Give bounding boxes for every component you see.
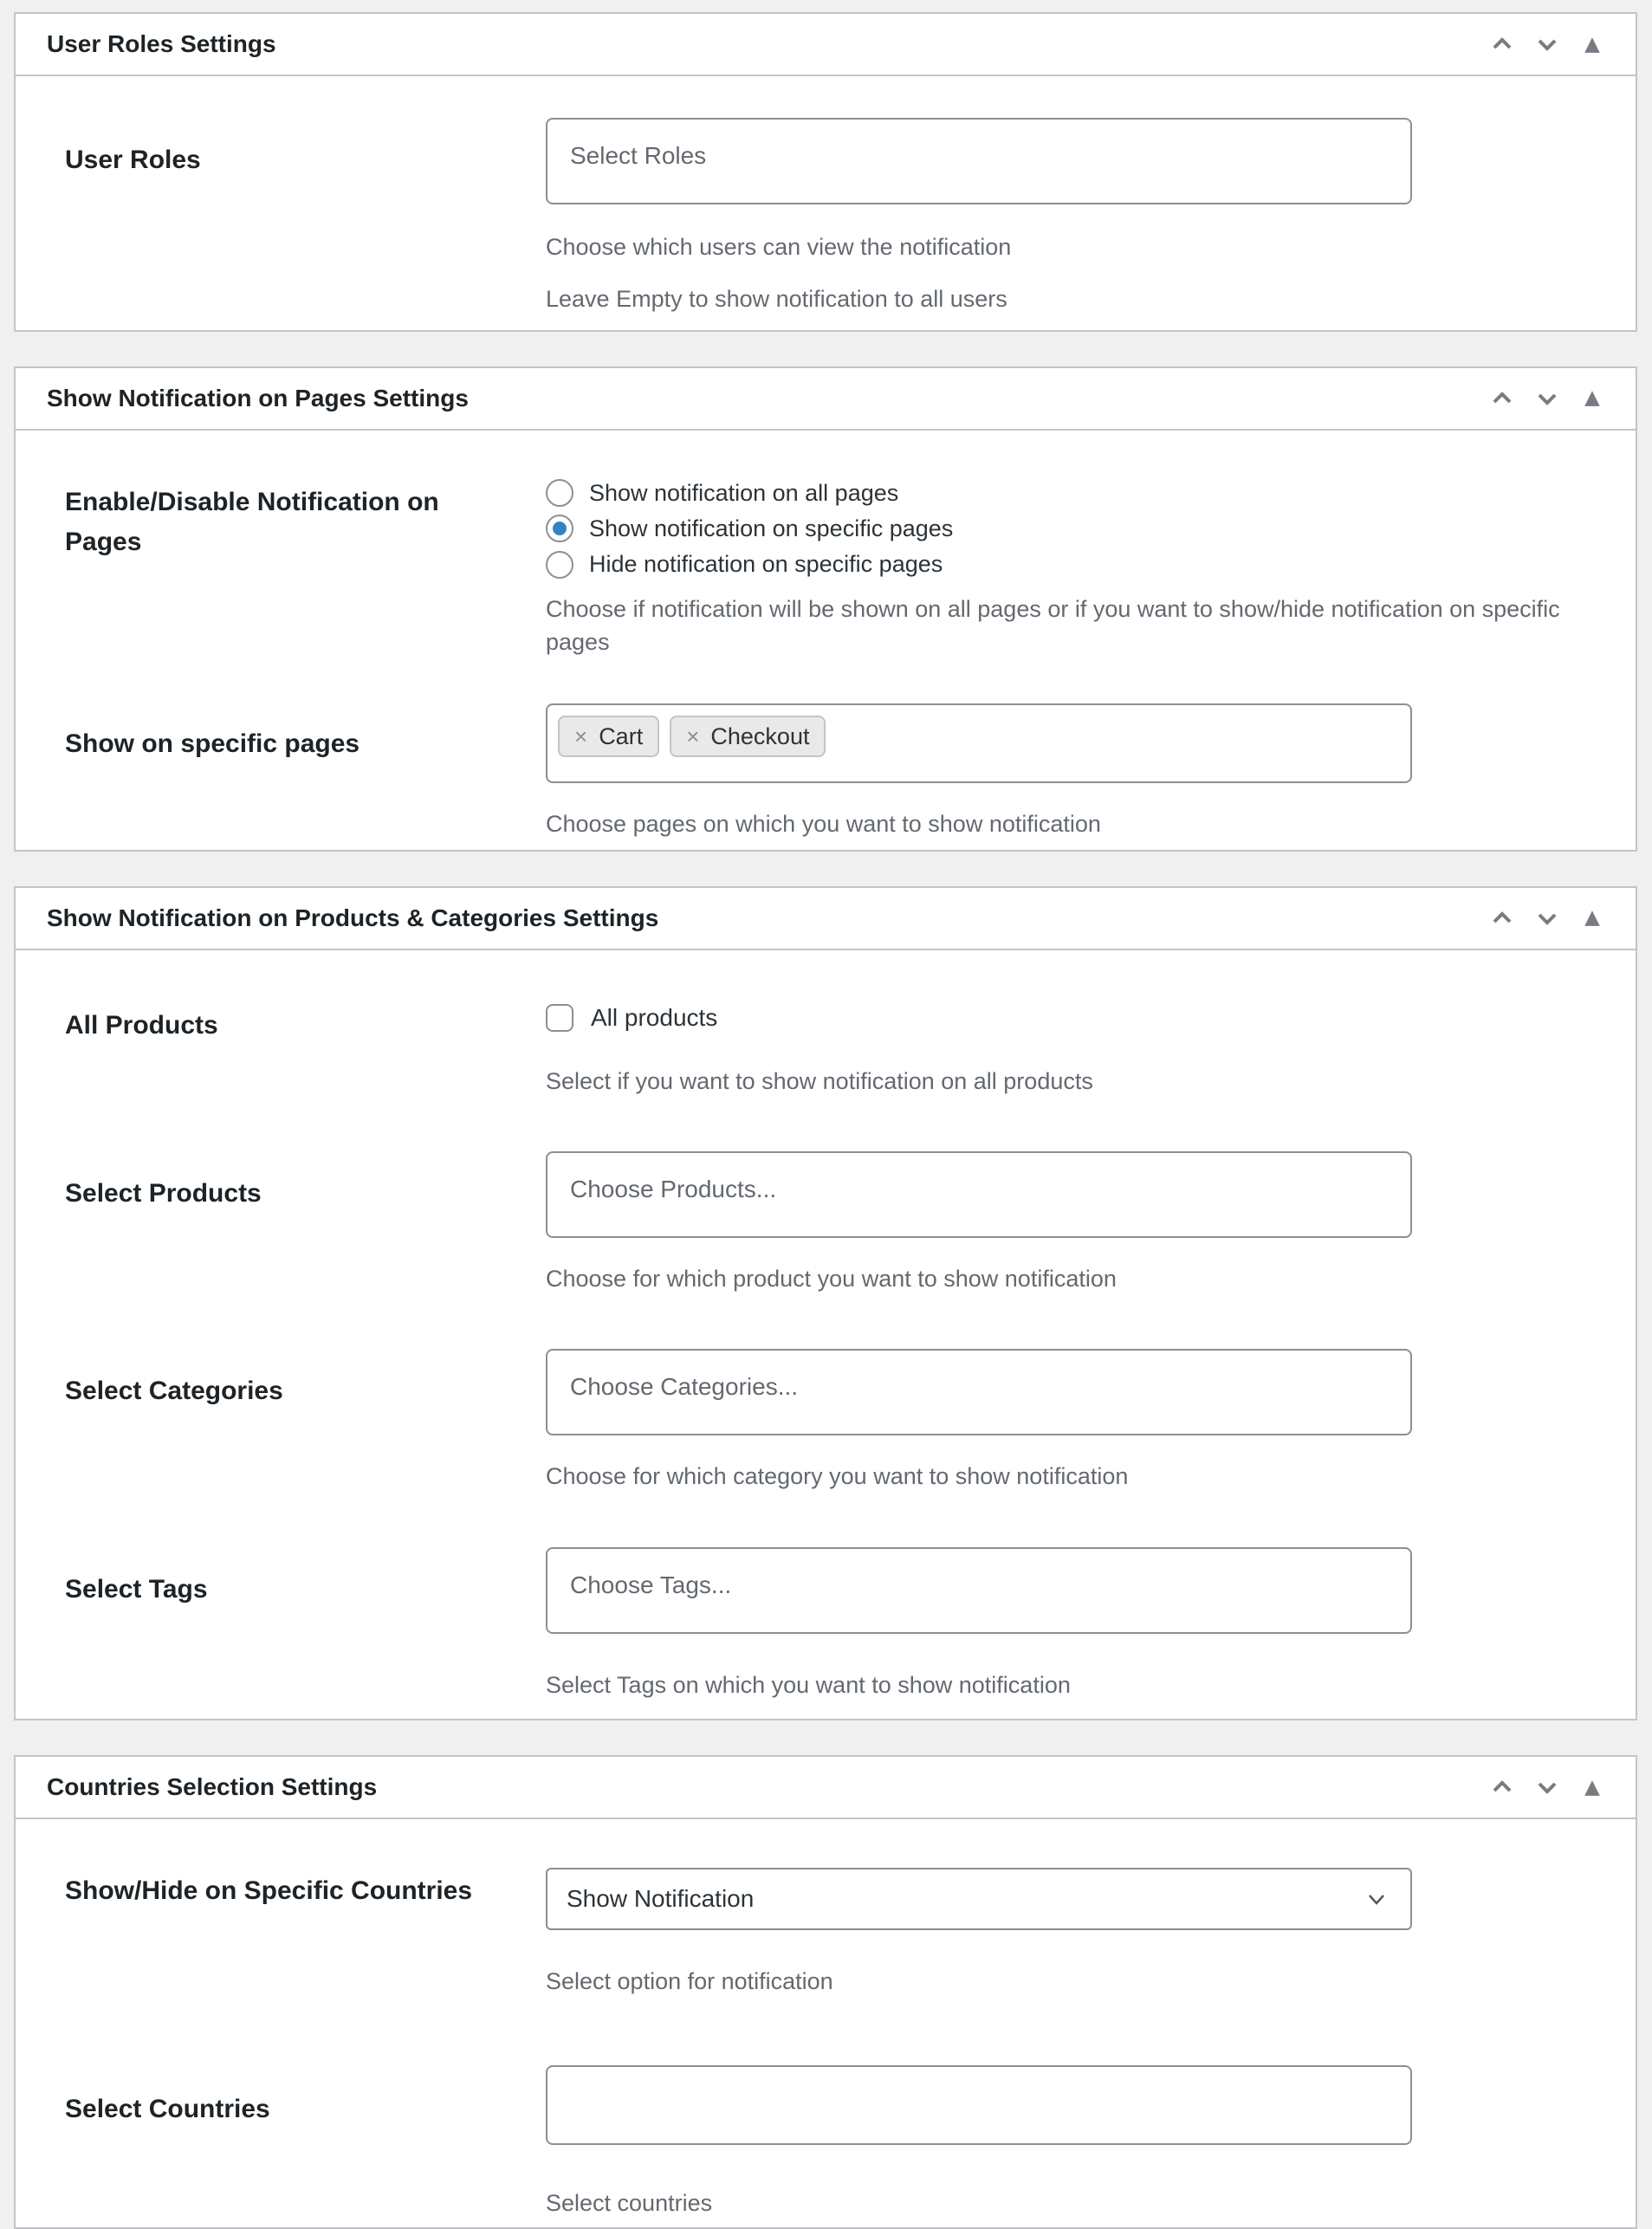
panel-header[interactable] <box>16 14 1636 76</box>
field-input-cell <box>546 2065 1636 2219</box>
categories-placeholder: Choose Categories... <box>570 1373 799 1401</box>
field-input-cell <box>546 1547 1636 1701</box>
move-up-button[interactable] <box>1481 378 1523 419</box>
help-line: Choose if notification will be shown on all pages or if you want to show/hide notification on specific <box>546 595 1560 622</box>
panel-header[interactable] <box>16 1757 1636 1819</box>
panel-title: Countries Selection Settings <box>47 1773 378 1801</box>
radio-group-pages <box>546 479 1592 579</box>
move-up-button[interactable] <box>1481 23 1523 65</box>
tag-label: Cart <box>599 722 644 749</box>
panel-handle-actions <box>1481 1766 1613 1808</box>
radio-option-all-pages[interactable] <box>546 479 1592 507</box>
tags-input[interactable] <box>546 1547 1412 1634</box>
categories-input[interactable] <box>546 1349 1412 1435</box>
field-label-cell <box>16 1547 546 1610</box>
field-label-cell <box>16 2065 546 2130</box>
field-input-cell <box>546 1868 1636 1998</box>
dropdown-value: Show Notification <box>567 1885 755 1913</box>
chevron-up-icon <box>1487 29 1517 59</box>
field-input-cell <box>546 1004 1636 1098</box>
panel-handle-actions <box>1481 378 1613 419</box>
radio-button[interactable] <box>546 551 573 579</box>
radio-label[interactable]: Show notification on specific pages <box>589 515 954 542</box>
row-show-hide-countries <box>16 1868 1636 1998</box>
tag-checkout <box>670 716 826 757</box>
help-line: pages <box>546 629 610 656</box>
checkbox-label[interactable]: All products <box>591 1003 718 1031</box>
field-label-cell <box>16 118 546 181</box>
field-label-cell <box>16 1349 546 1412</box>
collapse-toggle-button[interactable] <box>1571 897 1613 939</box>
all-products-checkbox-row[interactable] <box>546 1004 1592 1032</box>
panel-title: User Roles Settings <box>47 30 276 57</box>
chevron-up-icon <box>1487 384 1517 413</box>
row-all-products <box>16 1004 1636 1098</box>
move-down-button[interactable] <box>1526 378 1568 419</box>
radio-label[interactable]: Show notification on all pages <box>589 479 899 506</box>
all-products-checkbox[interactable] <box>546 1004 573 1032</box>
panel-body <box>16 1819 1636 2227</box>
field-label-cell <box>16 1868 546 1912</box>
radio-option-specific-pages[interactable] <box>546 515 1592 542</box>
select-products-label: Select Products <box>65 1179 262 1208</box>
move-down-button[interactable] <box>1526 23 1568 65</box>
panel-body <box>16 431 1636 850</box>
field-input-cell <box>546 1151 1636 1295</box>
row-select-tags <box>16 1547 1636 1701</box>
tags-placeholder: Choose Tags... <box>570 1571 732 1598</box>
chevron-down-icon <box>1532 384 1562 413</box>
collapse-toggle-button[interactable] <box>1571 23 1613 65</box>
panel-user-roles-settings <box>14 12 1637 332</box>
row-select-products <box>16 1151 1636 1295</box>
help-text: Select option for notification <box>546 1968 833 1995</box>
help-text: Choose for which product you want to show notification <box>546 1266 1117 1293</box>
specific-pages-label: Show on specific pages <box>65 729 360 759</box>
user-roles-label: User Roles <box>65 146 201 174</box>
chevron-up-icon <box>1487 1772 1517 1802</box>
tag-cart <box>558 716 659 757</box>
help-text: Select Tags on which you want to show notification <box>546 1671 1071 1698</box>
collapse-toggle-button[interactable] <box>1571 378 1613 419</box>
field-input-cell <box>546 118 1636 316</box>
help-text: Choose for which category you want to show notification <box>546 1463 1129 1490</box>
panel-body <box>16 950 1636 1719</box>
select-roles-placeholder: Select Roles <box>570 142 707 169</box>
triangle-up-icon: ▲ <box>1584 32 1600 55</box>
collapse-toggle-button[interactable] <box>1571 1766 1613 1808</box>
help-text: Choose which users can view the notification <box>546 234 1012 260</box>
triangle-up-icon: ▲ <box>1584 906 1600 930</box>
chevron-down-icon <box>1532 29 1562 59</box>
panel-products-categories-settings <box>14 886 1637 1720</box>
chevron-down-icon <box>1532 1772 1562 1802</box>
radio-button[interactable] <box>546 515 573 542</box>
row-user-roles <box>16 118 1636 316</box>
row-enable-disable <box>16 479 1636 659</box>
products-placeholder: Choose Products... <box>570 1176 777 1203</box>
help-text: Select countries <box>546 2190 713 2217</box>
row-select-countries <box>16 2065 1636 2219</box>
field-label-cell <box>16 1004 546 1046</box>
pages-multiselect-input[interactable] <box>546 703 1412 783</box>
panel-title: Show Notification on Products & Categories Settings <box>47 904 659 931</box>
help-text: Leave Empty to show notification to all users <box>546 286 1007 313</box>
move-up-button[interactable] <box>1481 897 1523 939</box>
enable-disable-label: Enable/Disable Notification on Pages <box>65 487 439 557</box>
show-hide-countries-label: Show/Hide on Specific Countries <box>65 1876 473 1906</box>
panel-title: Show Notification on Pages Settings <box>47 384 469 411</box>
field-input-cell <box>546 703 1636 840</box>
triangle-up-icon: ▲ <box>1584 1775 1600 1798</box>
help-text: Select if you want to show notification on all products <box>546 1067 1093 1094</box>
row-select-categories <box>16 1349 1636 1493</box>
row-specific-pages <box>16 703 1636 840</box>
panel-header[interactable] <box>16 888 1636 950</box>
triangle-up-icon: ▲ <box>1584 386 1600 410</box>
select-categories-label: Select Categories <box>65 1377 283 1406</box>
radio-option-hide-specific-pages[interactable] <box>546 550 1592 578</box>
move-up-button[interactable] <box>1481 1766 1523 1808</box>
field-input-cell <box>546 479 1636 659</box>
select-tags-label: Select Tags <box>65 1574 208 1604</box>
radio-button[interactable] <box>546 479 573 507</box>
panel-handle-actions <box>1481 23 1613 65</box>
chevron-down-icon <box>1532 904 1562 933</box>
move-down-button[interactable] <box>1526 1766 1568 1808</box>
field-label-cell <box>16 703 546 765</box>
move-down-button[interactable] <box>1526 897 1568 939</box>
select-countries-label: Select Countries <box>65 2095 270 2124</box>
field-label-cell <box>16 479 546 563</box>
chevron-up-icon <box>1487 904 1517 933</box>
panel-pages-settings <box>14 366 1637 852</box>
help-text <box>546 593 1592 659</box>
radio-label[interactable]: Hide notification on specific pages <box>589 551 943 578</box>
products-input[interactable] <box>546 1151 1412 1238</box>
chevron-down-icon <box>1364 1886 1390 1912</box>
field-input-cell <box>546 1349 1636 1493</box>
tag-remove-icon[interactable]: × <box>574 723 588 750</box>
panel-countries-settings <box>14 1755 1637 2229</box>
panel-body <box>16 76 1636 330</box>
panel-handle-actions <box>1481 897 1613 939</box>
countries-input[interactable] <box>546 2065 1412 2145</box>
select-roles-input[interactable] <box>546 118 1412 204</box>
tag-remove-icon[interactable]: × <box>686 723 700 750</box>
field-label-cell <box>16 1151 546 1215</box>
panel-header[interactable] <box>16 368 1636 431</box>
all-products-label: All Products <box>65 1010 218 1040</box>
tag-label: Checkout <box>710 722 810 749</box>
help-text: Choose pages on which you want to show notification <box>546 811 1101 838</box>
countries-mode-dropdown[interactable] <box>546 1868 1412 1930</box>
